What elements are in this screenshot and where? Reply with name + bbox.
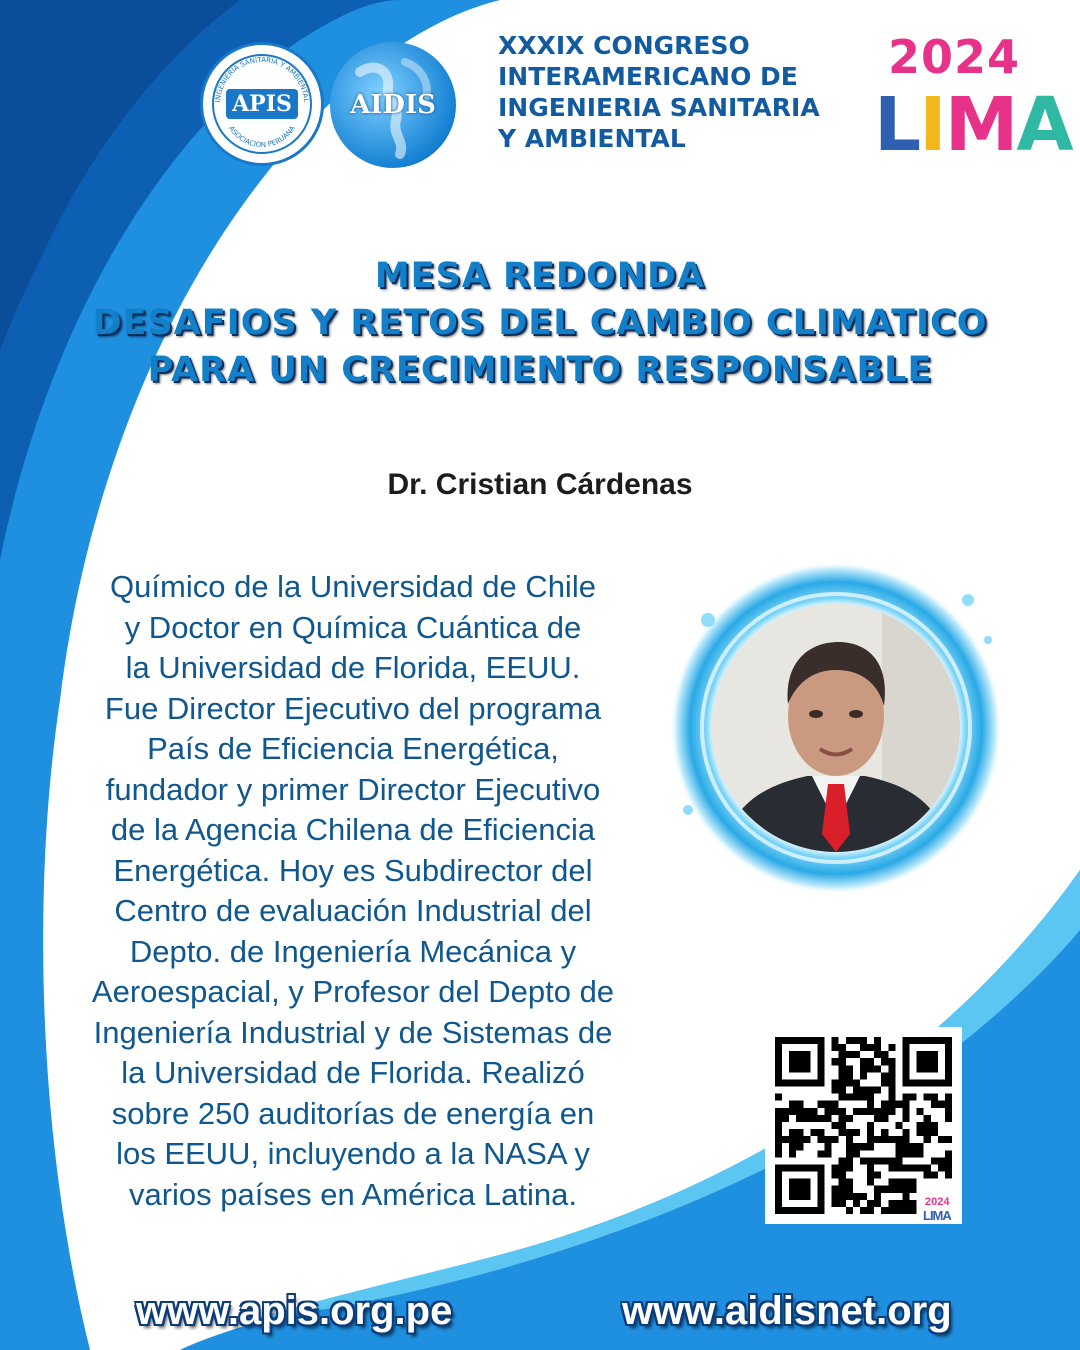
- bio-line: varios países en América Latina.: [128, 1176, 578, 1212]
- bio-line: de la Agencia Chilena de Eficiencia: [110, 812, 596, 847]
- title-line-3: PARA UN CRECIMIENTO RESPONSABLE: [147, 350, 933, 390]
- bio-line: sobre 250 auditorías de energía en: [111, 1095, 595, 1131]
- person-portrait-icon: [712, 604, 960, 852]
- congress-line: XXXIX CONGRESO: [498, 31, 750, 60]
- aidis-logo: [330, 42, 456, 168]
- bio-line: País de Eficiencia Energética,: [147, 731, 559, 766]
- apis-website-link[interactable]: www.apis.org.pe: [136, 1289, 453, 1333]
- qr-code-icon: [775, 1037, 952, 1214]
- city-letter: I: [919, 82, 945, 168]
- bio-line: Fue Director Ejecutivo del programa: [104, 690, 602, 726]
- bio-line: y Doctor en Química Cuántica de: [124, 609, 582, 645]
- speaker-photo: [712, 604, 960, 852]
- bio-line: Aeroespacial, y Profesor del Depto de: [91, 974, 615, 1009]
- svg-text:INGENIERIA SANITARIA Y AMBIENT: [214, 56, 310, 103]
- speaker-photo-frame: [668, 560, 1004, 896]
- bio-line: Químico de la Universidad de Chile: [110, 569, 596, 604]
- apis-logo: [200, 42, 324, 166]
- bio-line: la Universidad de Florida. Realizó: [121, 1055, 585, 1090]
- bio-line: fundador y primer Director Ejecutivo: [105, 771, 601, 807]
- title-line-2: DESAFIOS Y RETOS DEL CAMBIO CLIMATICO: [92, 303, 988, 343]
- speaker-bio: [30, 567, 676, 1215]
- congress-line: INTERAMERICANO DE: [498, 62, 798, 91]
- qr-code[interactable]: [765, 1027, 962, 1224]
- speaker-name: Dr. Cristian Cárdenas: [387, 468, 693, 501]
- city-letter: A: [1016, 82, 1072, 168]
- congress-line: Y AMBIENTAL: [498, 124, 686, 153]
- congress-line: INGENIERIA SANITARIA: [498, 93, 820, 122]
- bio-line: Centro de evaluación Industrial del: [114, 893, 592, 928]
- event-city: [874, 82, 1072, 168]
- aidis-logo-text: AIDIS: [350, 90, 436, 120]
- bio-line: la Universidad de Florida, EEUU.: [125, 650, 581, 685]
- svg-text:ASOCIACION PERUANA: [227, 124, 297, 149]
- lima-2024-logo: [868, 30, 1072, 170]
- city-letter: L: [874, 82, 920, 168]
- bio-line: los EEUU, incluyendo a la NASA y: [116, 1136, 590, 1171]
- bio-line: Depto. de Ingeniería Mecánica y: [129, 933, 577, 969]
- apis-logo-text: APIS: [226, 89, 298, 119]
- bio-line: Ingeniería Industrial y de Sistemas de: [93, 1014, 613, 1050]
- apis-ring-top-text: INGENIERIA SANITARIA Y AMBIENTAL: [214, 55, 310, 103]
- bio-line: Energética. Hoy es Subdirector del: [113, 852, 593, 888]
- qr-badge-year: 2024: [925, 1196, 950, 1208]
- event-year: 2024: [888, 30, 1021, 84]
- aidis-website-link[interactable]: www.aidisnet.org: [622, 1289, 952, 1333]
- qr-badge-city: LIMA: [923, 1208, 951, 1223]
- title-line-1: MESA REDONDA: [374, 256, 706, 296]
- congress-title: [498, 30, 858, 154]
- city-letter: M: [944, 82, 1017, 168]
- apis-ring-bottom-text: ASOCIACION PERUANA: [227, 124, 297, 150]
